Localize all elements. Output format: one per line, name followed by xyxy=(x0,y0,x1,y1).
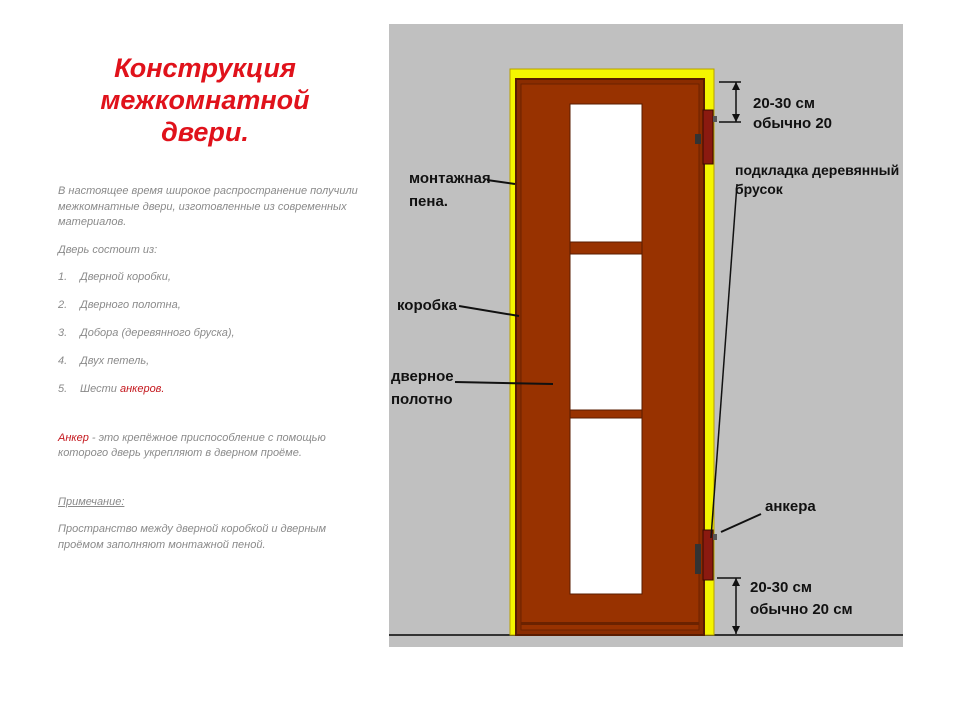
list-item xyxy=(58,354,358,370)
label-anchors: анкера xyxy=(765,498,816,515)
list-item xyxy=(58,270,358,286)
title-line-2: межкомнатной xyxy=(100,85,310,115)
list-item-number: 3. xyxy=(58,327,68,339)
label-frame: коробка xyxy=(397,297,457,314)
list-item-text: Шести xyxy=(80,383,117,395)
label-leaf-2: полотно xyxy=(391,391,453,408)
intro-paragraph: В настоящее время широкое распространение получили межкомнатные двери, изготовленные из современных материалов. xyxy=(58,185,358,228)
title-line-3: двери. xyxy=(161,117,249,147)
glass-divider-2 xyxy=(570,410,642,418)
label-foam-2: пена. xyxy=(409,193,448,210)
label-foam-1: монтажная xyxy=(409,170,491,187)
label-block-2: брусок xyxy=(735,181,783,197)
list-item-number: 5. xyxy=(58,383,68,395)
description-panel xyxy=(58,184,358,553)
title-line-1: Конструкция xyxy=(114,53,296,83)
hinge-top xyxy=(695,134,701,144)
label-top-dim-1: 20-30 см xyxy=(753,95,815,112)
anchor-definition xyxy=(58,431,358,462)
note-text: Пространство между дверной коробкой и дверным проёмом заполняют монтажной пеной. xyxy=(58,523,327,551)
list-item-number: 2. xyxy=(58,299,68,311)
anchor-top xyxy=(713,116,717,122)
note-heading: Примечание: xyxy=(58,495,125,508)
anchor-bottom xyxy=(713,534,717,540)
list-item-text: Дверного полотна, xyxy=(80,299,181,311)
door-diagram xyxy=(389,24,903,647)
list-item-number: 1. xyxy=(58,271,68,283)
anchors-link[interactable]: анкеров. xyxy=(119,383,165,395)
label-leaf-1: дверное xyxy=(391,368,454,385)
list-item xyxy=(58,326,358,342)
glass-panel-bottom xyxy=(570,418,642,594)
glass-divider-1 xyxy=(570,242,642,254)
components-list xyxy=(58,270,358,398)
hinge-bottom xyxy=(695,544,701,574)
wooden-block-top xyxy=(703,110,713,164)
label-bottom-dim-1: 20-30 см xyxy=(750,579,812,596)
glass-panel-middle xyxy=(570,254,642,410)
list-item-text: Двух петель, xyxy=(80,355,150,367)
label-bottom-dim-2: обычно 20 см xyxy=(750,601,853,618)
consists-of-label: Дверь состоит из: xyxy=(58,243,158,256)
list-item-text: Дверной коробки, xyxy=(80,271,171,283)
label-block-1: подкладка деревянный xyxy=(735,162,900,178)
list-item xyxy=(58,382,358,398)
glass-panel-top xyxy=(570,104,642,242)
anchor-definition-text: - это крепёжное приспособление с помощью которого дверь укрепляют в дверном проёме. xyxy=(58,431,326,459)
list-item-text: Добора (деревянного бруска), xyxy=(80,327,235,339)
list-item-number: 4. xyxy=(58,355,68,367)
door-bottom-sill xyxy=(521,622,699,625)
anchor-term: Анкер xyxy=(58,431,89,444)
page-title xyxy=(60,52,350,148)
label-top-dim-2: обычно 20 xyxy=(753,115,833,132)
list-item xyxy=(58,298,358,314)
